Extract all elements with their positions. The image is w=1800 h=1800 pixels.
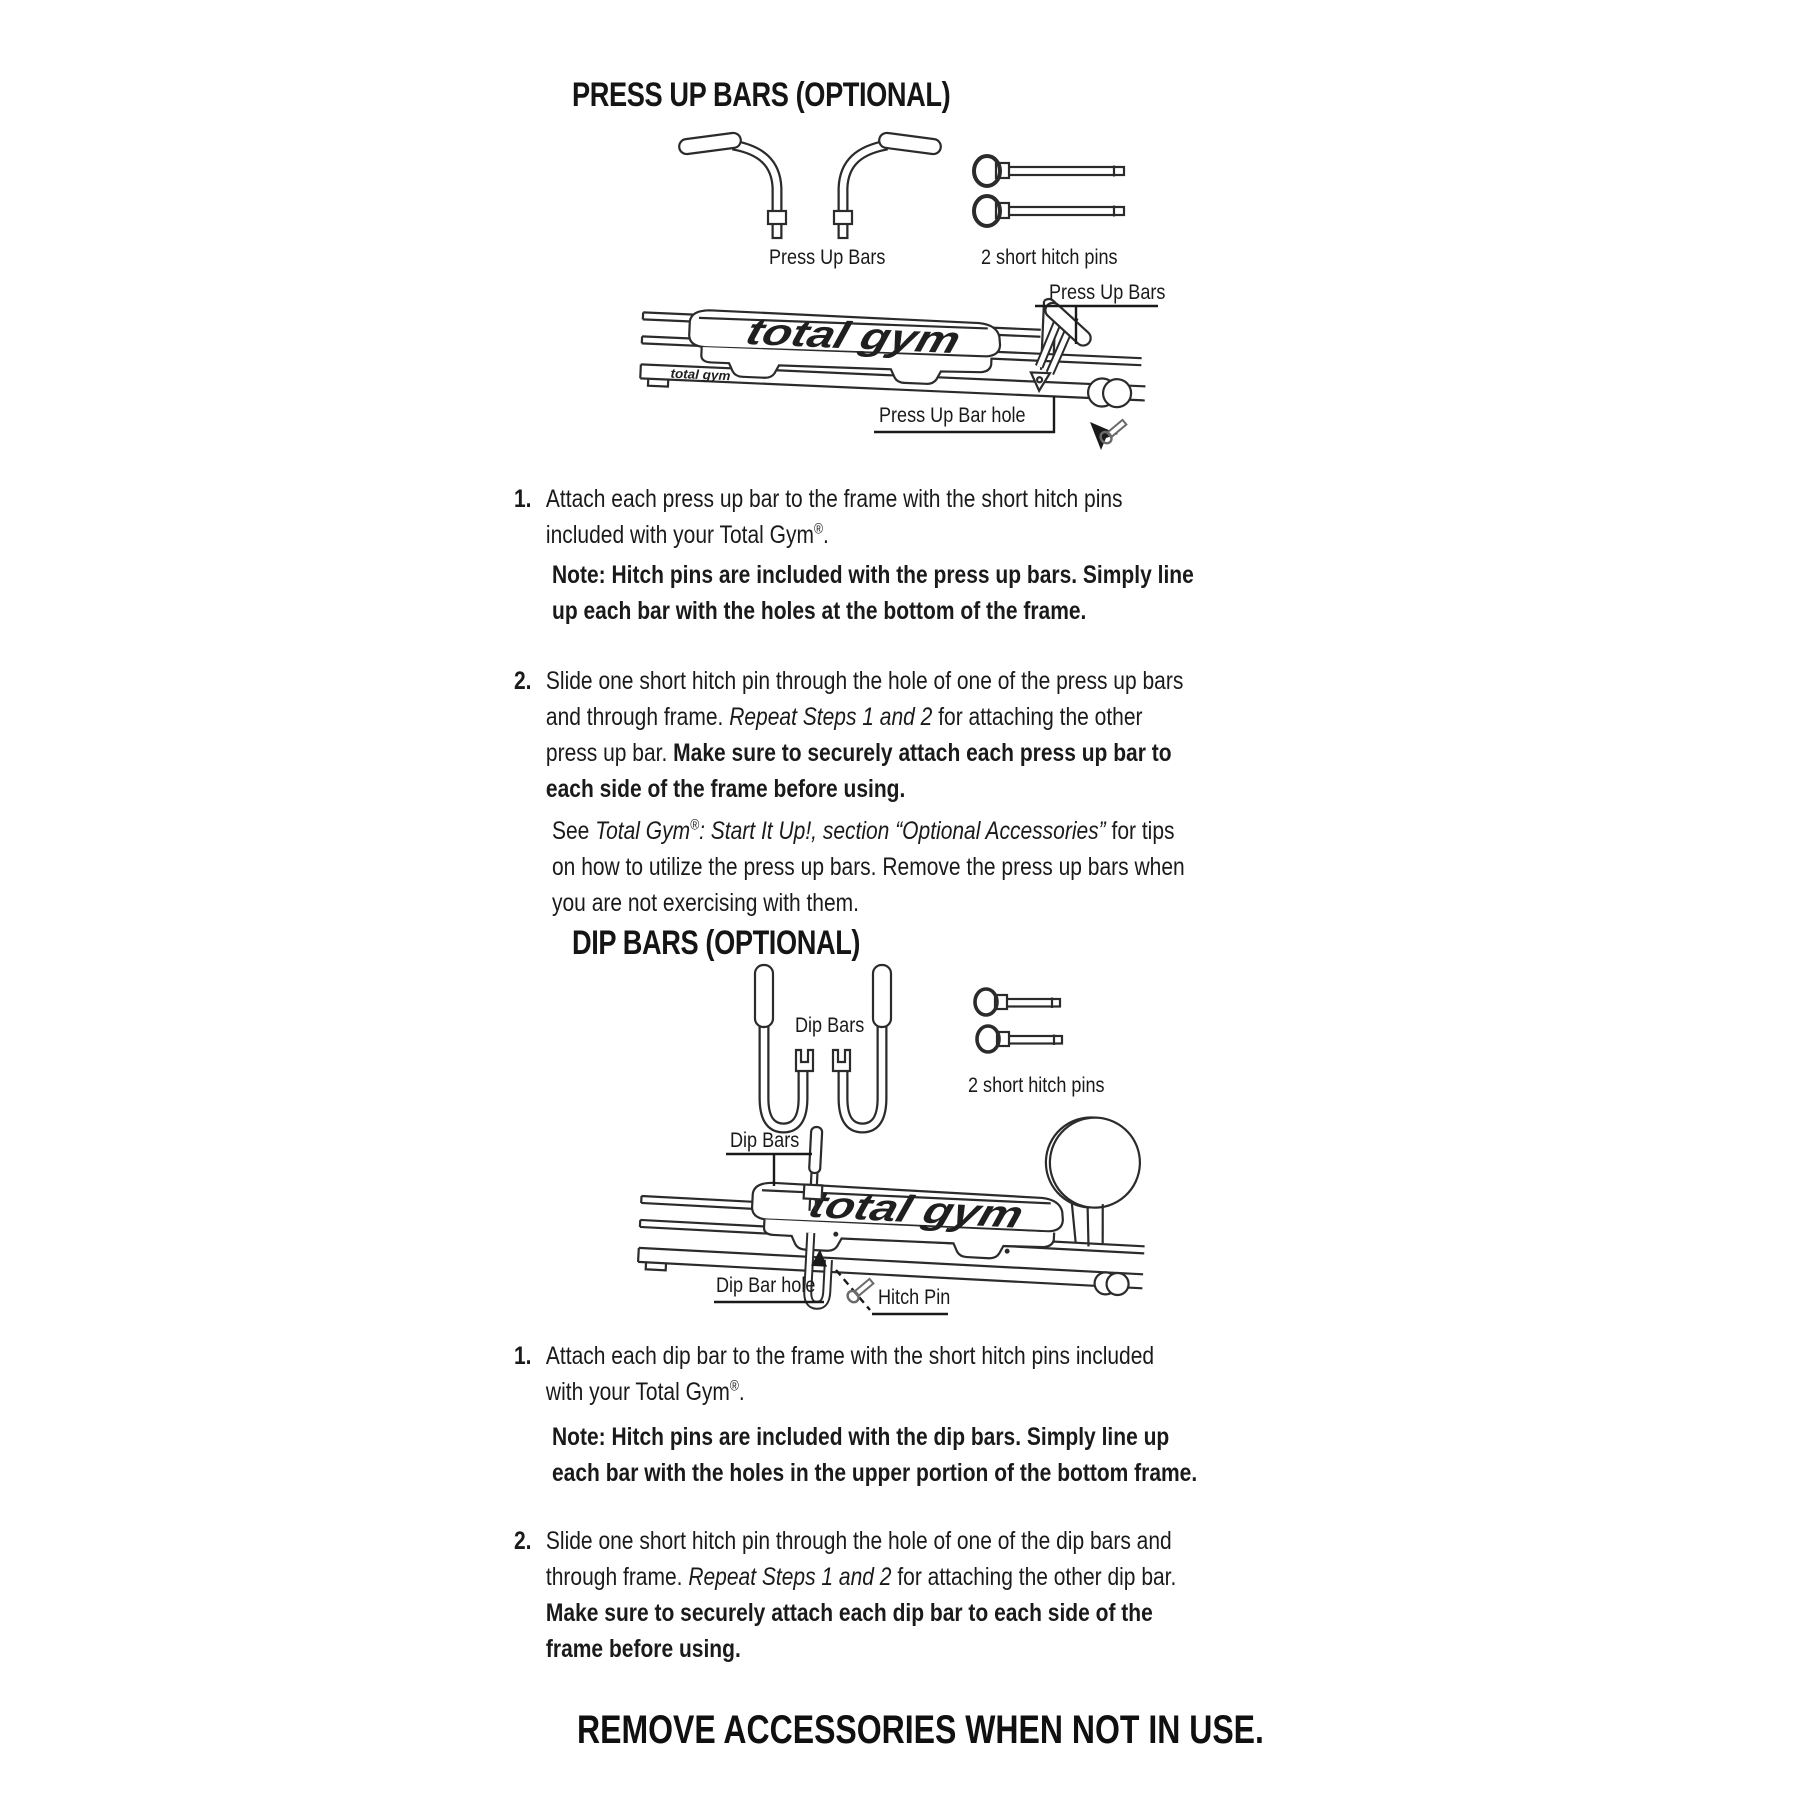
press-up-bar-right-icon [834,132,942,238]
svg-text:total gym: total gym [804,1183,986,1235]
press-up-bar-attached [1030,298,1135,407]
registered-mark: ® [729,1378,739,1395]
short-hitch-pins-label: 2 short hitch pins [968,1074,1105,1097]
press-up-bars-machine-label: Press Up Bars [1049,281,1166,304]
short-hitch-pins-illustration [970,150,1135,245]
hitch-pin-icon [974,196,1124,226]
press-up-bars-heading: PRESS UP BARS (OPTIONAL) [572,76,951,114]
total-gym-machine-press-up-illustration [640,280,1160,465]
short-hitch-pins-label: 2 short hitch pins [981,246,1118,269]
dip-step-2: 2. Slide one short hitch pin through the hole of one of the dip bars and through frame. Repeat Steps 1 and 2 for attaching the other dip bar. Make sure to securely attach each dip bar to each side of the frame before using. [514,1523,1186,1667]
press-up-note: Note: Hitch pins are included with the press up bars. Simply line up each bar with the holes at the bottom of the frame. [552,561,1194,625]
press-up-bar-left-icon [678,132,786,238]
rail-logo [670,366,731,384]
svg-text:total gym: total gym [670,365,729,384]
remove-accessories-warning: REMOVE ACCESSORIES WHEN NOT IN USE. [577,1708,1264,1752]
press-up-bars-label: Press Up Bars [769,246,886,269]
step-text: Attach each press up bar to the frame with the short hitch pins included with your Total Gym [545,485,1123,549]
dip-bars-machine-label: Dip Bars [730,1129,800,1152]
dip-step-1: 1. Attach each dip bar to the frame with the short hitch pins included with your Total Gym®. [514,1338,1186,1410]
press-up-step-1: 1. Attach each press up bar to the frame with the short hitch pins included with your Total Gym®. [514,481,1186,553]
hitch-pin-label: Hitch Pin [878,1286,951,1309]
press-up-bars-illustration [655,112,965,262]
dip-bar-grip [809,1127,822,1174]
short-hitch-pins-illustration [974,984,1069,1064]
step-number: 2. [514,667,532,695]
hitch-pin-icon [974,156,1124,186]
small-hitch-pin-icon [1098,418,1128,446]
svg-text:total gym: total gym [741,310,923,360]
dip-note: Note: Hitch pins are included with the dip bars. Simply line up each bar with the holes in the upper portion of the bottom frame. [552,1423,1198,1487]
dip-bars-leader-line [726,1154,812,1186]
press-up-bar-hole-label: Press Up Bar hole [879,404,1026,427]
step-number: 1. [514,1342,532,1370]
total-gym-machine-dip-illustration [640,1100,1160,1350]
press-up-step-2: 2. Slide one short hitch pin through the hole of one of the press up bars and through frame. Repeat Steps 1 and 2 for attaching the other press up bar. Make sure to securely attach each press up bar to each side of the frame before using. [514,663,1186,807]
dip-bar-hole-label: Dip Bar hole [716,1274,816,1297]
step-number: 2. [514,1527,532,1555]
dip-bars-heading: DIP BARS (OPTIONAL) [572,924,861,962]
step-number: 1. [514,485,532,513]
dip-bars-label: Dip Bars [795,1014,865,1037]
registered-mark: ® [813,521,823,538]
press-up-see-paragraph: See Total Gym®: Start It Up!, section “Optional Accessories” for tips on how to utilize the press up bars. Remove the press up bars when you are not exercising with them. [552,817,1185,917]
hitch-pin-icon [975,989,1060,1015]
registered-mark: ® [690,817,700,834]
hitch-pin-icon [977,1026,1062,1052]
